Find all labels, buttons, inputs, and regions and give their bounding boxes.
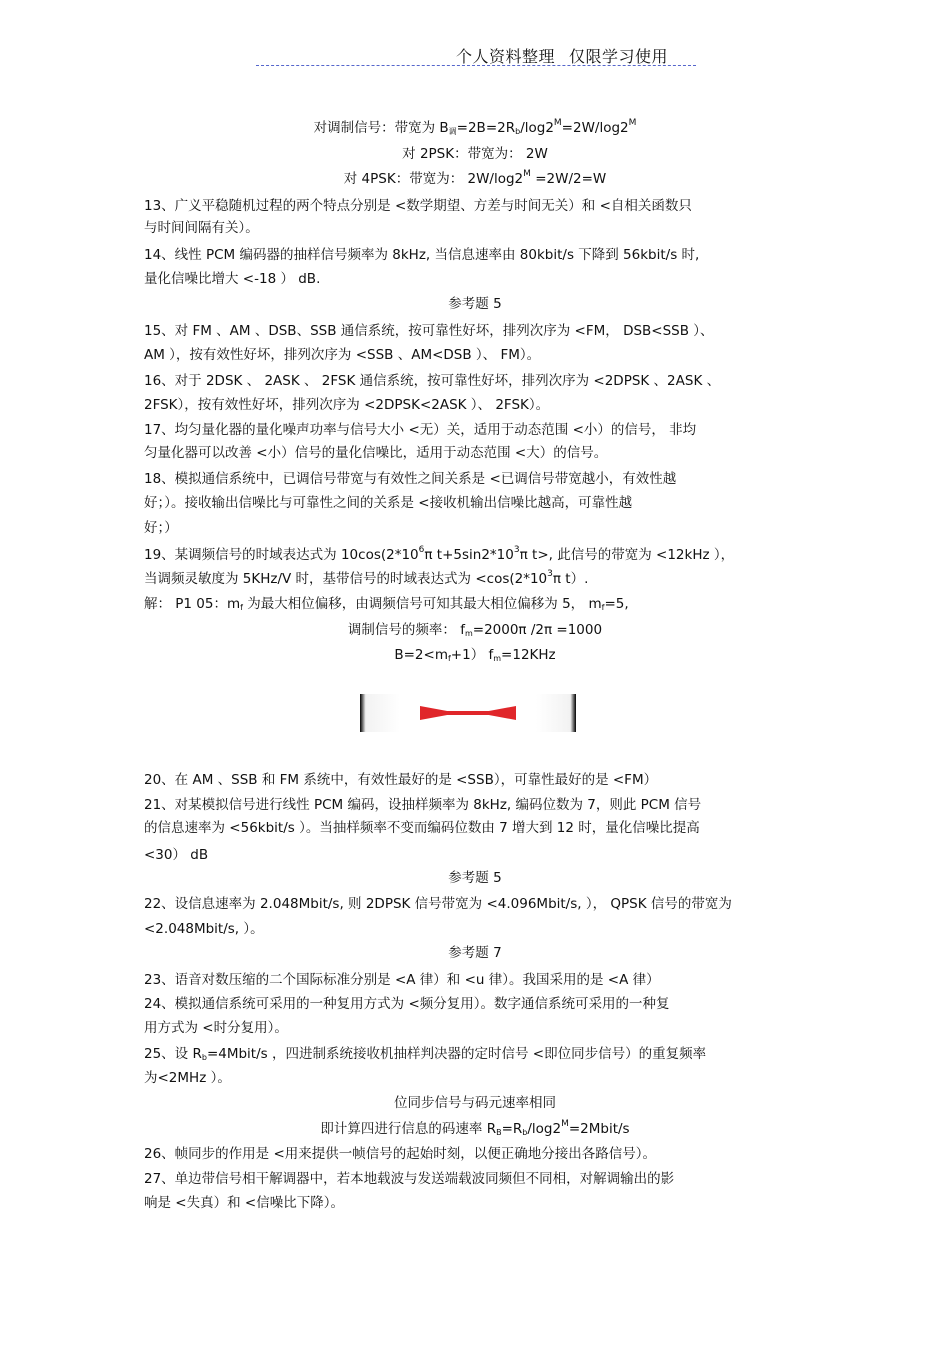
bandwidth-4psk: 对 4PSK：带宽为： $2W/\log 2^M =2W/2=W$ <box>343 169 607 187</box>
q24-line1: 24、模拟通信系统可采用的一种复用方式为 <频分复用）。数字通信系统可采用的一种复 <box>144 996 670 1012</box>
q25-line1: 25、设 $R_b=4Mbit/s$ ，四进制系统接收机抽样判决器的定时信号 <即位同步信号）的重复频率 <box>144 1046 707 1062</box>
q13-line1: 13、广义平稳随机过程的两个特点分别是 <数学期望、方差与时间无关）和 <自相关函数只 <box>144 198 692 214</box>
q19-line2: 当调频灵敏度为 5KHz/V 时，基带信号的时域表达式为 $<\cos(2*10^3\pi$ t）. <box>144 569 589 587</box>
broken-image-placeholder <box>360 694 576 732</box>
header-dashed-rule <box>256 65 696 66</box>
header-left: 个人资料整理 <box>456 47 556 66</box>
q14-line2: 量化信噪比增大 <-18 ） dB. <box>144 271 321 287</box>
q24-line2: 用方式为 <时分复用）。 <box>144 1020 288 1036</box>
q25-line2: 为<2MHz ）。 <box>144 1070 231 1086</box>
q18-line2: 好；）。接收输出信噪比与可靠性之间的关系是 <接收机输出信噪比越高，可靠性越 <box>144 495 633 511</box>
q23: 23、语音对数压缩的二个国际标准分别是 <A 律）和 <u 律）。我国采用的是 <A 律） <box>144 972 660 988</box>
q15-line2: AM ），按有效性好坏，排列次序为 <SSB 、AM<DSB ）、 FM）。 <box>144 347 541 363</box>
q20: 20、在 AM 、SSB 和 FM 系统中，有效性最好的是 <SSB），可靠性最好的是 <FM） <box>144 772 658 788</box>
q19-freq: 调制信号的频率： $f_m=2000\pi$ /2π =1000 <box>347 622 603 638</box>
q22-line1: 22、设信息速率为 2.048Mbit/s, 则 2DPSK 信号带宽为 <4.096Mbit/s, ）， QPSK 信号的带宽为 <box>144 896 732 912</box>
q15-line1: 15、对 FM 、AM 、DSB、SSB 通信系统，按可靠性好坏，排列次序为 <FM， DSB<SSB ）、 <box>144 323 714 339</box>
bandwidth-2psk: 对 2PSK：带宽为： 2W <box>402 146 548 162</box>
q18-line1: 18、模拟通信系统中，已调信号带宽与有效性之间关系是 <已调信号带宽越小，有效性越 <box>144 471 677 487</box>
q27-line2: 响是 <失真）和 <信噪比下降）。 <box>144 1195 344 1211</box>
q26: 26、帧同步的作用是 <用来提供一帧信号的起始时刻，以便正确地分接出各路信号）。 <box>144 1146 657 1162</box>
q16-line2: 2FSK），按有效性好坏，排列次序为 <2DPSK<2ASK ）、 2FSK）。 <box>144 397 550 413</box>
q25-note: 位同步信号与码元速率相同 <box>394 1095 556 1111</box>
header-right: 仅限学习使用 <box>569 47 669 66</box>
page-header <box>456 44 668 67</box>
section-ref-7: 参考题 7 <box>448 945 502 961</box>
q27-line1: 27、单边带信号相干解调器中，若本地载波与发送端载波同频但不同相，对解调输出的影 <box>144 1171 675 1187</box>
q14-line1: 14、线性 PCM 编码器的抽样信号频率为 8kHz, 当信息速率由 80kbit/s 下降到 56kbit/s 时, <box>144 247 700 263</box>
section-ref-5b: 参考题 5 <box>448 870 502 886</box>
q19-line1: 19、某调频信号的时域表达式为 $10\cos(2*10^6\pi$ $t+5\sin 2*10^3\pi$ t>, 此信号的带宽为 <12kHz ）， <box>144 545 735 563</box>
q17-line2: 匀量化器可以改善 <小）信号的量化信噪比，适用于动态范围 <大）的信号。 <box>144 445 608 461</box>
q25-calc: 即计算四进行信息的码速率 $R_B=R_b/\log 2^M=2Mbit/s$ <box>320 1119 630 1137</box>
q18-line3: 好；） <box>144 520 178 536</box>
q21-line3: <30） dB <box>144 847 209 863</box>
q19-bandwidth: $B=2<m_f+1$） $f_m=12KHz$ <box>394 647 556 663</box>
q21-line1: 21、对某模拟信号进行线性 PCM 编码，设抽样频率为 8kHz, 编码位数为 7，则此 PCM 信号 <box>144 797 702 813</box>
q16-line1: 16、对于 2DSK 、 2ASK 、 2FSK 通信系统，按可靠性好坏，排列次序为 <2DPSK 、2ASK 、 <box>144 373 721 389</box>
q19-solution: 解： P1 05：$m_f$ 为最大相位偏移，由调频信号可知其最大相位偏移为 5， $m_f=5$, <box>144 596 629 612</box>
q17-line1: 17、均匀量化器的量化噪声功率与信号大小 <无）关，适用于动态范围 <小）的信号， 非均 <box>144 422 697 438</box>
section-ref-5a: 参考题 5 <box>448 296 502 312</box>
q22-line2: <2.048Mbit/s, ）。 <box>144 921 264 937</box>
q13-line2: 与时间间隔有关）。 <box>144 220 259 236</box>
bandwidth-modulated: 对调制信号：带宽为 $B_调=2B=2R_b/\log 2^M=2W/\log 2^M$ <box>313 118 637 136</box>
q21-line2: 的信息速率为 <56kbit/s ）。当抽样频率不变而编码位数由 7 增大到 12 时，量化信噪比提高 <box>144 820 700 836</box>
